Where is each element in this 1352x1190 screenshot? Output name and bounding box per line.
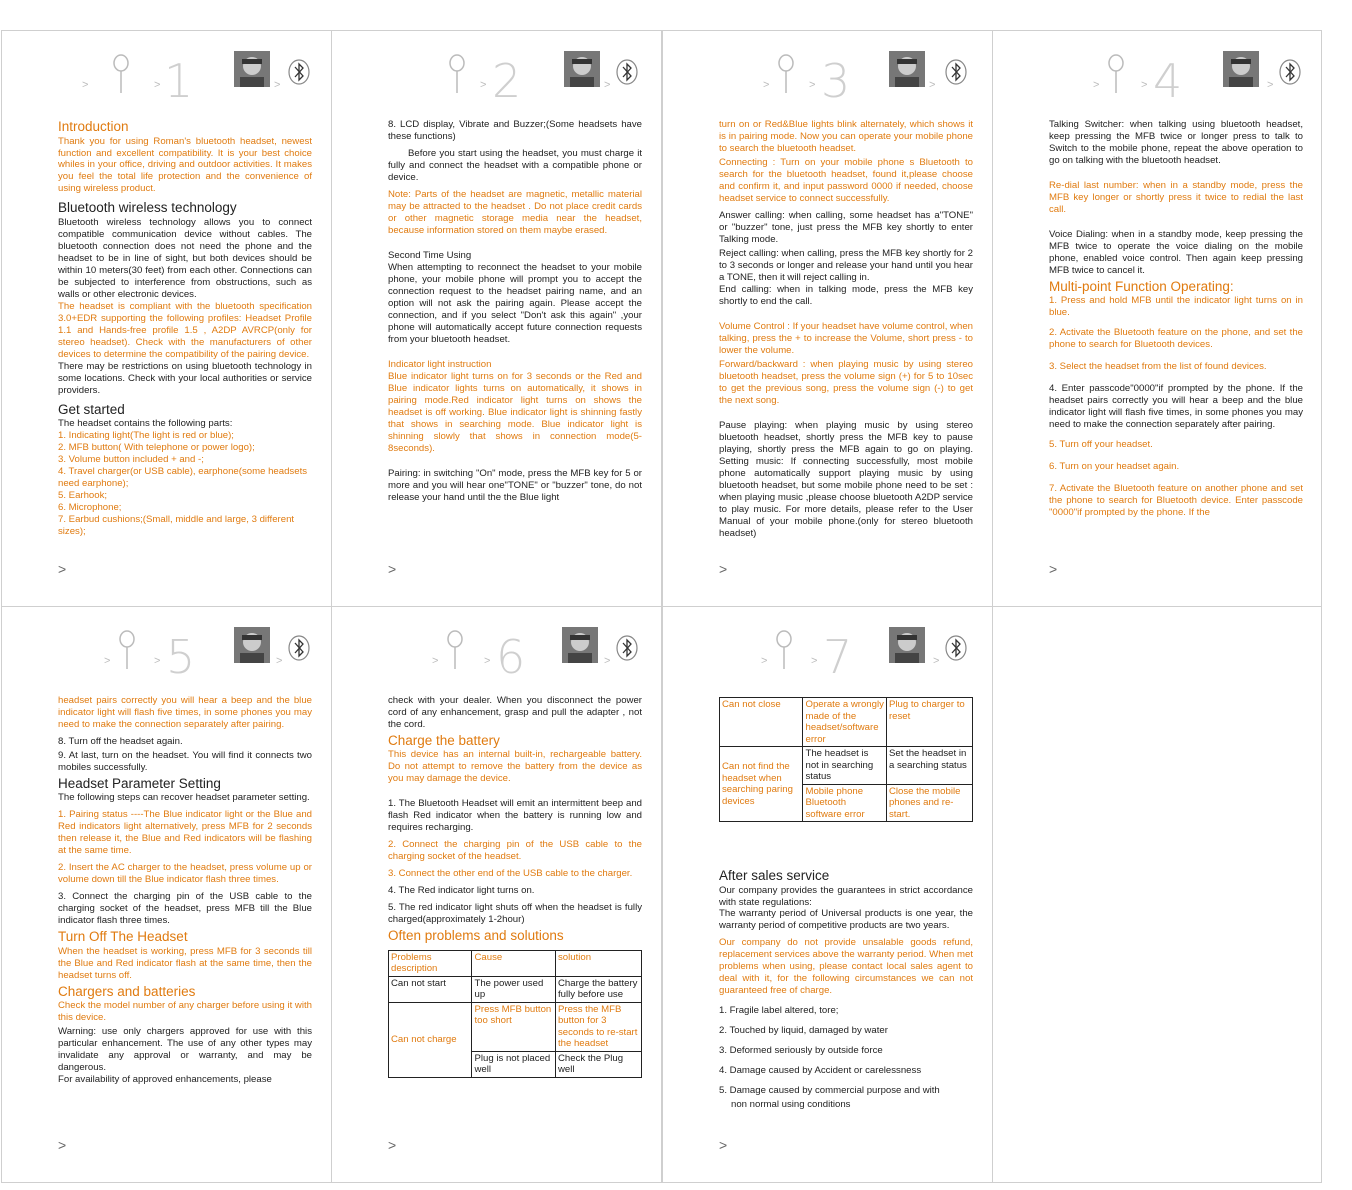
footer-arrow: > <box>388 1136 397 1153</box>
table-row <box>389 950 642 976</box>
page-header <box>663 39 992 119</box>
magnetic-note: Note: Parts of the headset are magnetic, metallic material may be attracted to the headset . Do not place credit cards or other magnetic storage media near the headset, because information stored on them maybe erased. <box>388 188 642 236</box>
table-cell: Can not find the headset when searching paring devices <box>720 747 803 822</box>
step-8: 8. Turn off the headset again. <box>58 735 183 747</box>
manual-page-2 <box>331 30 662 607</box>
table-cell: Plug is not placed well <box>472 1051 555 1077</box>
header-arrow: > <box>484 655 491 667</box>
footer-arrow: > <box>58 560 67 577</box>
charge-step-1: 1. The Bluetooth Headset will emit an intermittent beep and flash Red indicator when the battery is running low and requires recharging. <box>388 798 642 834</box>
earphone-icon <box>110 53 132 97</box>
warning-text: Warning: use only chargers approved for use with this particular enhancement. The use of any other types may invalidate any approval or warranty, and may be dangerous. <box>58 1026 312 1074</box>
bluetooth-icon <box>1279 59 1301 85</box>
table-cell: Can not close <box>720 698 803 747</box>
page-number: 6 <box>496 630 526 684</box>
footer-arrow: > <box>719 1136 728 1153</box>
header-arrow: > <box>809 79 816 91</box>
refund-policy-text: Our company do not provide unsalable goods refund, replacement services above the warranty period. When met problems when using, please contact local sales agent to deal with it, for the following circumstances we can not guaranteed free of charge. <box>719 937 973 997</box>
multipoint-step-5: 5. Turn off your headset. <box>1049 439 1153 451</box>
introduction-heading: Introduction <box>58 119 129 134</box>
manual-page-5 <box>1 606 332 1183</box>
headset-user-icon <box>1223 51 1259 87</box>
header-arrow: > <box>1267 79 1274 91</box>
charge-battery-text: This device has an internal built-in, rechargeable battery. Do not attempt to remove the battery from the device as you may damage the device. <box>388 749 642 785</box>
headset-user-icon <box>889 51 925 87</box>
table-cell: The headset is not in searching status <box>803 747 886 785</box>
indicator-text: Blue indicator light turns on for 3 seconds or the Red and Blue indicator lights turns on automatically, it shows in pairing mode.Red indicator light turns on shows the headset is off working. Blue indicator light is shinning fastly that shows in searching mode. Blue indicator light is shinning slowly that shows in connection mode(5-8seconds). <box>388 370 642 454</box>
header-arrow: > <box>604 79 611 91</box>
charge-step-2: 2. Connect the charging pin of the USB cable to the charging socket of the headset. <box>388 839 642 863</box>
list-item: 1. Indicating light(The light is red or blue); <box>58 430 234 442</box>
charge-battery-heading: Charge the battery <box>388 732 500 748</box>
bluetooth-icon <box>288 59 310 85</box>
list-item: 6. Microphone; <box>58 502 122 514</box>
parts-list <box>58 430 312 538</box>
list-item: 5. Earhook; <box>58 490 108 502</box>
bluetooth-icon <box>616 635 638 661</box>
header-arrow: > <box>811 655 818 667</box>
page-content <box>58 117 312 538</box>
before-using-text: Before you start using the headset, you must charge it fully and connect the headset with a compatible phone or device. <box>388 147 642 183</box>
multipoint-step-6: 6. Turn on your headset again. <box>1049 461 1180 473</box>
manual-page-blank <box>992 606 1322 1183</box>
page-content <box>388 695 642 1078</box>
manual-page-4 <box>992 30 1322 607</box>
parameter-text: The following steps can recover headset parameter setting. <box>58 792 310 804</box>
pairing-cont-text: headset pairs correctly you will hear a beep and the blue indicator light will flash five times, in some phones you may need to make the connection separately after pairing. <box>58 695 312 730</box>
charge-step-5: 5. The red indicator light shuts off when the headset is fully charged(approximately 1-2hour) <box>388 902 642 926</box>
get-started-text: The headset contains the following parts: <box>58 418 233 430</box>
list-item: 3. Volume button included + and -; <box>58 454 204 466</box>
exclusion-5: 5. Damage caused by commercial purpose and with <box>719 1085 940 1097</box>
page-number: 3 <box>821 54 851 108</box>
exclusion-5-cont: non normal using conditions <box>731 1099 851 1111</box>
multipoint-step-4: 4. Enter passcode"0000"if prompted by the phone. If the headset pairs correctly you will hear a beep and the blue indicator light will flash five times, in some phones you may need to make the connection separately after pairing. <box>1049 383 1303 431</box>
page-number: 5 <box>166 630 196 684</box>
headset-user-icon <box>889 627 925 663</box>
charge-step-4: 4. The Red indicator light turns on. <box>388 885 535 897</box>
bluetooth-icon <box>616 59 638 85</box>
table-cell: The power used up <box>472 976 555 1002</box>
earphone-icon <box>444 629 466 673</box>
second-time-text: When attempting to reconnect the headset to your mobile phone, your mobile phone will prompt you to accept the connection request to the headset pairing name, and an option will not ask the pairing again. Please accept the connection, and if you select "Don't ask this again" ,your phone will automatically accept future connection requests from your bluetooth headset. <box>388 261 642 345</box>
earphone-icon <box>116 629 138 673</box>
dealer-text: check with your dealer. When you disconnect the power cord of any enhancement, grasp and pull the adapter , not the cord. <box>388 695 642 730</box>
table-cell: Set the headset in a searching status <box>886 747 972 785</box>
manual-page-7 <box>662 606 993 1183</box>
header-arrow: > <box>604 655 611 667</box>
reset-step-1: 1. Pairing status ----The Blue indicator light or the Blue and Red indicators light alternatively, press MFB for 2 seconds then release it, the Blue and Red indicators will be flashing at the same time. <box>58 809 312 857</box>
exclusion-4: 4. Damage caused by Accident or carelessness <box>719 1065 922 1077</box>
earphone-icon <box>446 53 468 97</box>
table-row <box>720 698 973 747</box>
header-arrow: > <box>432 655 439 667</box>
connecting-text: Connecting : Turn on your mobile phone s Bluetooth to search for the bluetooth headset, found it,please choose and confirm it, and input password 0000 if needed, choose headset service to connect successfully. <box>719 156 973 204</box>
bluetooth-icon <box>945 59 967 85</box>
page-header <box>663 615 992 695</box>
header-arrow: > <box>933 655 940 667</box>
pairing-text: Pairing: in switching "On" mode, press the MFB key for 5 or more and you will hear one"TONE" or "buzzer" tone, do not release your hand until the the Blue light <box>388 467 642 503</box>
multipoint-step-1: 1. Press and hold MFB until the indicator light turns on in blue. <box>1049 295 1303 319</box>
earphone-icon <box>775 53 797 97</box>
list-item: 7. Earbud cushions;(Small, middle and large, 3 different sizes); <box>58 514 295 538</box>
exclusion-1: 1. Fragile label altered, tore; <box>719 1005 839 1017</box>
bluetooth-text: Bluetooth wireless technology allows you to connect compatible communication device without cables. The bluetooth connection does not need the phone and the headset to be in line of sight, but both devices should be within 10 meters(30 feet) from each other. Connections can be subjected to interference from obstructions, such as walls or other electronic devices. <box>58 216 312 300</box>
second-time-heading: Second Time Using <box>388 249 472 261</box>
page-header <box>993 39 1321 119</box>
list-item: 4. Travel charger(or USB cable), earphone(some headsets need earphone); <box>58 466 308 490</box>
page-number: 2 <box>492 54 522 108</box>
multipoint-heading: Multi-point Function Operating: <box>1049 278 1234 294</box>
header-arrow: > <box>154 79 161 91</box>
table-cell: Press MFB button too short <box>472 1002 555 1051</box>
parameter-heading: Headset Parameter Setting <box>58 775 221 791</box>
redial-text: Re-dial last number: when in a standby mode, press the MFB key longer or shortly press it twice to redial the last call. <box>1049 179 1303 215</box>
bluetooth-icon <box>288 635 310 661</box>
table-cell: Charge the battery fully before use <box>555 976 641 1002</box>
header-arrow: > <box>104 655 111 667</box>
bluetooth-restrictions-text: There may be restrictions on using bluetooth technology in some locations. Check with your local authorities or service providers. <box>58 360 312 396</box>
bluetooth-icon <box>945 635 967 661</box>
voice-dialing-text: Voice Dialing: when in a standby mode, keep pressing the MFB twice to operate the voice dialing on the mobile phone, enabled voice control. Then again keep pressing MFB twice to cancel it. <box>1049 228 1303 276</box>
problems-table <box>388 950 642 1078</box>
page-header <box>2 39 331 119</box>
multipoint-step-7: 7. Activate the Bluetooth feature on another phone and set the phone to search for Bluetooth device. Enter passcode "0000"if prompted by the phone. If the <box>1049 483 1303 519</box>
table-cell: Press the MFB button for 3 seconds to re-start the headset <box>555 1002 641 1051</box>
multipoint-step-2: 2. Activate the Bluetooth feature on the phone, and set the phone to search for Bluetooth devices. <box>1049 327 1303 351</box>
bluetooth-heading: Bluetooth wireless technology <box>58 200 237 216</box>
header-arrow: > <box>480 79 487 91</box>
page-content <box>388 119 642 509</box>
page-content <box>719 697 973 1116</box>
page-number: 4 <box>1153 54 1183 108</box>
header-arrow: > <box>154 655 161 667</box>
table-cell: Can not charge <box>389 1002 472 1077</box>
talking-switcher-text: Talking Switcher: when talking using bluetooth headset, keep pressing the MFB twice or longer press to talk to Switch to the mobile phone, repeat the above operation to go on talking with the bluetooth headset. <box>1049 119 1303 166</box>
availability-text: For availability of approved enhancements, please <box>58 1074 272 1086</box>
table-header-cell: solution <box>555 950 641 976</box>
table-cell: Can not start <box>389 976 472 1002</box>
page-content <box>719 119 973 545</box>
reset-step-2: 2. Insert the AC charger to the headset, press volume up or volume down till the Blue indicator flash three times. <box>58 862 312 886</box>
reset-step-3: 3. Connect the charging pin of the USB cable to the charging socket of the headset, press MFB till the Blue indicator flash three times. <box>58 891 312 927</box>
header-arrow: > <box>276 655 283 667</box>
footer-arrow: > <box>1049 560 1058 577</box>
header-arrow: > <box>1093 79 1100 91</box>
problems-table-continued <box>719 697 973 822</box>
chargers-text: Check the model number of any charger before using it with this device. <box>58 1000 312 1024</box>
table-cell: Plug to charger to reset <box>886 698 972 747</box>
end-calling-text: End calling: when in talking mode, press the MFB key shortly to end the call. <box>719 283 973 307</box>
header-arrow: > <box>761 655 768 667</box>
charge-step-3: 3. Connect the other end of the USB cable to the charger. <box>388 868 633 880</box>
table-cell: Check the Plug well <box>555 1051 641 1077</box>
page-content <box>58 695 312 1091</box>
table-cell: Operate a wrongly made of the headset/software error <box>803 698 886 747</box>
page-number: 7 <box>823 630 853 684</box>
page-header <box>332 39 661 119</box>
earphone-icon <box>1105 53 1127 97</box>
table-header-cell: Cause <box>472 950 555 976</box>
page-header <box>332 615 661 695</box>
pairing-cont-text: turn on or Red&Blue lights blink alternately, which shows it is in pairing mode. Now you can operate your mobile phone to search the bluetooth headset. <box>719 119 973 154</box>
volume-control-text: Volume Control : If your headset have volume control, when talking, press the + to increase the Volume, short press - to lower the volume. <box>719 320 973 356</box>
table-cell: Mobile phone Bluetooth software error <box>803 784 886 822</box>
header-arrow: > <box>763 79 770 91</box>
footer-arrow: > <box>388 560 397 577</box>
header-arrow: > <box>1141 79 1148 91</box>
page-header <box>2 615 331 695</box>
warranty-text: The warranty period of Universal products is one year, the warranty period of competitive products are two years. <box>719 908 973 932</box>
answer-calling-text: Answer calling: when calling, some headset has a"TONE" or "buzzer" tone, just press the MFB key shortly to enter Talking mode. <box>719 209 973 245</box>
header-arrow: > <box>929 79 936 91</box>
lcd-item: 8. LCD display, Vibrate and Buzzer;(Some headsets have these functions) <box>388 119 642 142</box>
after-sales-heading: After sales service <box>719 868 830 883</box>
headset-user-icon <box>234 51 270 87</box>
forward-backward-text: Forward/backward : when playing music by using stereo bluetooth headset, press the volume sign (+) for 5 to 10sec to get the previous song, press the volume sign (-) to get the next song. <box>719 358 973 406</box>
earphone-icon <box>773 629 795 673</box>
manual-page-6 <box>331 606 662 1183</box>
indicator-heading: Indicator light instruction <box>388 358 492 370</box>
list-item: 2. MFB button( With telephone or power logo); <box>58 442 255 454</box>
problems-heading: Often problems and solutions <box>388 928 564 944</box>
after-sales-text: Our company provides the guarantees in strict accordance with state regulations: <box>719 884 973 908</box>
table-row <box>389 1002 642 1051</box>
manual-page-3 <box>662 30 993 607</box>
pause-playing-text: Pause playing: when playing music by using stereo bluetooth headset, shortly press the MFB key to pause playing, shortly press the MFB again to go on playing. Setting music: If connecting successfully, most mobile phone automatically support playing music by using bluetooth headset, but some mobile phone need to be set : when playing music ,please choose bluetooth A2DP service to play music. For more details, please refer to the User Manual of your mobile phone.(only for stereo bluetooth headset) <box>719 419 973 539</box>
manual-page-1 <box>1 30 332 607</box>
get-started-heading: Get started <box>58 401 125 417</box>
turn-off-text: When the headset is working, press MFB for 3 seconds till the Blue and Red indicator flash at the same time, then the headset turns off. <box>58 945 312 981</box>
header-arrow: > <box>82 79 89 91</box>
table-row <box>720 747 973 785</box>
introduction-text: Thank you for using Roman's bluetooth headset, newest function and excellent compatibility. It is your best choice whiles in your office, driving and outdoor activities. It makes you feel the total life protection and the convenience of using wireless product. <box>58 135 312 195</box>
footer-arrow: > <box>719 560 728 577</box>
exclusion-2: 2. Touched by liquid, damaged by water <box>719 1025 888 1037</box>
reject-calling-text: Reject calling: when calling, press the MFB key shortly for 2 to 3 seconds or longer and release your hand until you hear a TONE, then it will reject calling in. <box>719 247 973 283</box>
chargers-heading: Chargers and batteries <box>58 983 196 999</box>
page-content <box>1049 119 1303 524</box>
table-header-cell: Problems description <box>389 950 472 976</box>
headset-user-icon <box>234 627 270 663</box>
exclusion-3: 3. Deformed seriously by outside force <box>719 1045 883 1057</box>
page-number: 1 <box>164 54 194 108</box>
headset-user-icon <box>564 51 600 87</box>
header-arrow: > <box>274 79 281 91</box>
turn-off-heading: Turn Off The Headset <box>58 929 188 945</box>
step-9: 9. At last, turn on the headset. You will find it connects two mobiles successfully. <box>58 749 312 773</box>
multipoint-step-3: 3. Select the headset from the list of found devices. <box>1049 361 1267 373</box>
table-cell: Close the mobile phones and re-start. <box>886 784 972 822</box>
footer-arrow: > <box>58 1136 67 1153</box>
table-row <box>389 976 642 1002</box>
bluetooth-spec-text: The headset is compliant with the bluetooth specification 3.0+EDR supporting the following profiles: Headset Profile 1.1 and Hands-free profile 1.5 , A2DP AVRCP(only for stereo headset). Check with the manufacturers of other devices to determine the compatibility of the pairing device. <box>58 300 312 360</box>
headset-user-icon <box>562 627 598 663</box>
